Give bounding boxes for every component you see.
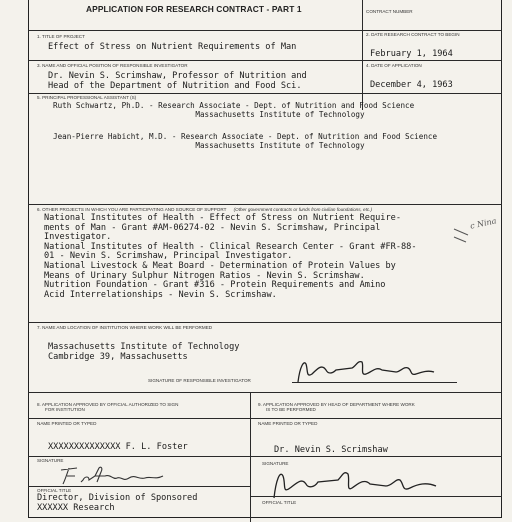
contract-number-label: CONTRACT NUMBER [366, 9, 413, 14]
institution-approval-label-line: FOR INSTITUTION [45, 407, 85, 412]
other-projects-line: National Institutes of Health - Clinical Research Center - Grant #FR-88- [44, 241, 417, 252]
rule [28, 60, 502, 61]
other-projects-label-text: 6. OTHER PROJECTS IN WHICH YOU ARE PARTICIPATING AND SOURCE OF SUPPORT [37, 207, 227, 212]
date-of-application-value: December 4, 1963 [370, 80, 453, 90]
contract-begin-date-label [366, 32, 460, 37]
form-title: APPLICATION FOR RESEARCH CONTRACT - PART 1 [86, 4, 302, 14]
professional-assistants-label: 5. PRINCIPAL PROFESSIONAL ASSISTANT (S) [37, 95, 137, 100]
institution-label: 7. NAME AND LOCATION OF INSTITUTION WHERE WORK WILL BE PERFORMED [37, 325, 213, 330]
institution-approval-label-line: 8. APPLICATION APPROVED BY OFFICIAL AUTHORIZED TO SIGN [37, 402, 179, 407]
institution-line1: Massachusetts Institute of Technology [48, 342, 240, 352]
department-approval-label [258, 402, 415, 412]
header-divider [362, 0, 363, 30]
department-head-name: Dr. Nevin S. Scrimshaw [274, 445, 388, 455]
institution-official-title-line2: XXXXXX Research [37, 503, 115, 513]
other-projects-line: Acid Interrelationships - Nevin S. Scrimshaw. [44, 289, 277, 300]
date-of-application-label: 4. DATE OF APPLICATION [366, 63, 422, 68]
title-of-project-value: Effect of Stress on Nutrient Requirements of Man [48, 42, 297, 52]
institution-official-name: XXXXXXXXXXXXXX F. L. Foster [48, 442, 188, 452]
institution-line2: Cambridge 39, Massachusetts [48, 352, 188, 362]
rule [28, 204, 502, 205]
rule [28, 392, 502, 393]
responsible-investigator-label: 3. NAME AND OFFICIAL POSITION OF RESPONSIBLE INVESTIGATOR [37, 63, 188, 68]
assistant-2-line2: Massachusetts Institute of Technology [195, 141, 365, 150]
other-projects-line: 01 - Nevin S. Scrimshaw, Principal Investigator. [44, 251, 293, 262]
other-projects-line: National Livestock & Meat Board - Determination of Protein Values by [44, 260, 396, 271]
investigator-signature-label: SIGNATURE OF RESPONSIBLE INVESTIGATOR [148, 378, 251, 383]
rule [28, 456, 502, 457]
other-projects-line: Means of Urinary Sulphur Nitrogen Ratios - Nevin S. Scrimshaw. [44, 270, 365, 281]
responsible-investigator-line2: Head of the Department of Nutrition and Food Sci. [48, 81, 302, 91]
rule [28, 486, 250, 487]
contract-begin-date-label-text: 2. DATE RESEARCH CONTRACT TO BEGIN [366, 32, 460, 37]
other-projects-line: Nutrition Foundation - Grant #316 - Protein Requirements and Amino [44, 280, 386, 291]
other-projects-line: National Institutes of Health - Effect of Stress on Nutrient Require- [44, 213, 401, 223]
col-divider [362, 30, 363, 110]
assistant-1-line2: Massachusetts Institute of Technology [195, 110, 365, 119]
col-divider [250, 392, 251, 522]
assistant-2-line1: Jean-Pierre Habicht, M.D. - Research Associate - Dept. of Nutrition and Food Science [53, 132, 438, 141]
responsible-investigator-line1: Dr. Nevin S. Scrimshaw, Professor of Nutrition and [48, 71, 307, 81]
other-projects-label-note: (Other government contracts or funds from civilian foundations, etc.) [233, 207, 372, 212]
institution-signature [55, 464, 185, 488]
department-official-title-label: OFFICIAL TITLE [262, 500, 297, 505]
rule [28, 322, 502, 323]
department-approval-label-line: 9. APPLICATION APPROVED BY HEAD OF DEPARTMENT WHERE WORK [258, 402, 415, 407]
contract-begin-date-value: February 1, 1964 [370, 49, 453, 59]
rule [28, 93, 502, 94]
assistant-1-line1: Ruth Schwartz, Ph.D. - Research Associate - Dept. of Nutrition and Food Science [53, 101, 415, 110]
institution-official-title-line1: Director, Division of Sponsored [37, 493, 198, 503]
rule [28, 418, 502, 419]
signature-line [292, 382, 457, 383]
other-projects-line: ments of Man - Grant #AM-06274-02 - Nevin S. Scrimshaw, Principal [44, 222, 381, 233]
department-name-label: NAME PRINTED OR TYPED [258, 421, 318, 426]
other-projects-label [37, 207, 372, 212]
title-of-project-label: 1. TITLE OF PROJECT [37, 34, 85, 39]
institution-official-title-label: OFFICIAL TITLE [37, 488, 72, 493]
department-signature-label: SIGNATURE [262, 461, 289, 466]
department-approval-label-line: IS TO BE PERFORMED [266, 407, 316, 412]
institution-name-label: NAME PRINTED OR TYPED [37, 421, 97, 426]
margin-handwritten-note: c Nina [469, 216, 498, 231]
other-projects-list [44, 214, 417, 300]
rule [251, 496, 502, 497]
margin-brace-mark [450, 225, 480, 255]
institution-approval-label [37, 402, 178, 412]
other-projects-line: Investigator. [44, 232, 112, 243]
institution-signature-label: SIGNATURE [37, 458, 64, 463]
